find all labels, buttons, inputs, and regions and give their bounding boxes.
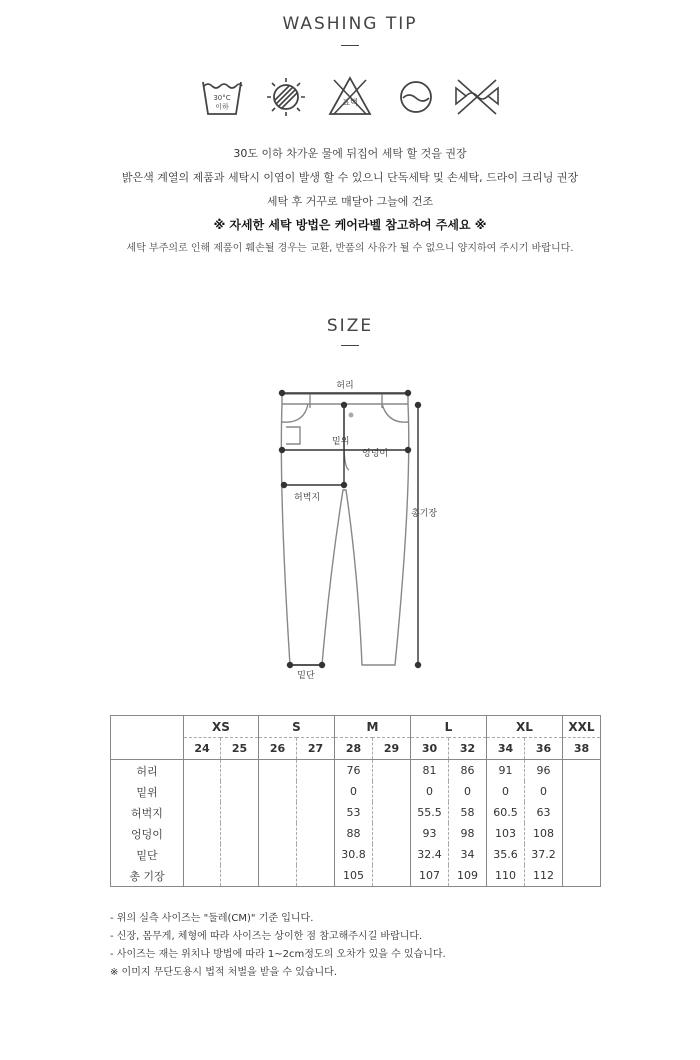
table-cell [259, 760, 297, 782]
row-label: 허리 [111, 760, 184, 782]
table-cell: 81 [411, 760, 449, 782]
size-number: 28 [335, 738, 373, 760]
table-cell: 34 [449, 844, 487, 865]
table-cell [373, 844, 411, 865]
size-number: 26 [259, 738, 297, 760]
size-number: 36 [525, 738, 563, 760]
table-cell [221, 865, 259, 887]
table-cell: 110 [487, 865, 525, 887]
table-cell: 0 [411, 781, 449, 802]
table-cell [373, 865, 411, 887]
bleach-text: 표백 [342, 98, 358, 107]
table-cell: 32.4 [411, 844, 449, 865]
table-cell [563, 781, 601, 802]
table-cell: 86 [449, 760, 487, 782]
no-dry-clean-icon [452, 74, 502, 120]
table-cell [184, 802, 221, 823]
size-group-s: S [259, 716, 335, 738]
table-cell [297, 823, 335, 844]
table-cell [259, 823, 297, 844]
table-cell [563, 844, 601, 865]
size-number: 27 [297, 738, 335, 760]
waist-label: 허리 [336, 381, 354, 391]
table-cell [563, 823, 601, 844]
table-cell [563, 865, 601, 887]
size-title-divider [341, 345, 359, 346]
table-row [111, 844, 601, 865]
table-cell [297, 865, 335, 887]
table-cell [184, 760, 221, 782]
table-cell [259, 802, 297, 823]
table-cell: 88 [335, 823, 373, 844]
table-row [111, 802, 601, 823]
table-cell: 103 [487, 823, 525, 844]
pants-diagram [270, 372, 440, 687]
table-row [111, 781, 601, 802]
table-cell: 55.5 [411, 802, 449, 823]
table-cell: 63 [525, 802, 563, 823]
table-cell [184, 823, 221, 844]
title-divider [341, 45, 359, 46]
corner-cell [111, 716, 184, 760]
size-number-row [111, 738, 601, 760]
size-number: 25 [221, 738, 259, 760]
size-number: 30 [411, 738, 449, 760]
row-label: 밑단 [111, 844, 184, 865]
table-cell [259, 865, 297, 887]
row-label: 허벅지 [111, 802, 184, 823]
table-cell [259, 844, 297, 865]
row-label: 엉덩이 [111, 823, 184, 844]
wash-instruction-1: 30도 이하 차가운 물에 뒤집어 세탁 할 것을 권장 [233, 147, 467, 160]
table-cell: 93 [411, 823, 449, 844]
wash-temp-sub-text: 이하 [215, 103, 229, 111]
table-cell [221, 802, 259, 823]
table-row [111, 823, 601, 844]
size-table [110, 715, 601, 887]
table-cell [373, 781, 411, 802]
table-cell: 91 [487, 760, 525, 782]
wash-warning: 세탁 부주의로 인해 제품이 훼손될 경우는 교환, 반품의 사유가 될 수 없으니 양지하여 주시기 바랍니다. [126, 243, 574, 254]
no-bleach-icon [326, 74, 374, 120]
table-cell [297, 844, 335, 865]
table-cell [259, 781, 297, 802]
size-number: 38 [563, 738, 601, 760]
hip-label: 엉덩이 [362, 449, 389, 459]
note-2: - 신장, 몸무게, 체형에 따라 사이즈는 상이한 점 참고해주시길 바랍니다. [110, 931, 423, 942]
size-group-row [111, 716, 601, 738]
table-cell [297, 781, 335, 802]
note-1: - 위의 실측 사이즈는 "둘레(CM)" 기준 입니다. [110, 913, 314, 924]
thigh-label: 허벅지 [294, 493, 321, 503]
note-3: - 사이즈는 재는 위치나 방법에 따라 1~2cm정도의 오차가 있을 수 있습니다. [110, 949, 446, 960]
wash-instruction-2: 밝은색 계열의 제품과 세탁시 이염이 발생 할 수 있으니 단독세탁 및 손세탁, 드라이 크리닝 권장 [121, 171, 579, 184]
table-cell [184, 844, 221, 865]
hand-wash-icon [392, 74, 440, 120]
table-cell: 96 [525, 760, 563, 782]
size-title: SIZE [326, 316, 374, 336]
table-cell: 109 [449, 865, 487, 887]
table-cell: 107 [411, 865, 449, 887]
table-cell: 0 [449, 781, 487, 802]
table-cell [297, 760, 335, 782]
size-number: 34 [487, 738, 525, 760]
button-icon [349, 413, 354, 418]
table-cell [373, 802, 411, 823]
wash-instruction-3: 세탁 후 거꾸로 매달아 그늘에 건조 [266, 195, 434, 208]
table-cell [563, 760, 601, 782]
wash-30-icon [198, 74, 246, 120]
size-number: 29 [373, 738, 411, 760]
table-cell [297, 802, 335, 823]
table-cell [221, 823, 259, 844]
size-group-l: L [411, 716, 487, 738]
row-label: 밑위 [111, 781, 184, 802]
table-cell: 35.6 [487, 844, 525, 865]
table-cell: 60.5 [487, 802, 525, 823]
size-number: 32 [449, 738, 487, 760]
size-group-xxl: XXL [563, 716, 601, 738]
size-group-xl: XL [487, 716, 563, 738]
table-row [111, 760, 601, 782]
table-cell [373, 760, 411, 782]
table-cell [221, 844, 259, 865]
no-sun-dry-icon [262, 74, 310, 120]
table-cell: 98 [449, 823, 487, 844]
table-cell: 30.8 [335, 844, 373, 865]
care-icons [0, 74, 700, 124]
table-cell [184, 865, 221, 887]
table-cell: 0 [487, 781, 525, 802]
table-cell [221, 781, 259, 802]
rise-label: 밑위 [332, 437, 350, 447]
table-cell: 53 [335, 802, 373, 823]
length-label: 총기장 [411, 509, 438, 519]
table-cell: 58 [449, 802, 487, 823]
row-label: 총 기장 [111, 865, 184, 887]
table-cell: 0 [335, 781, 373, 802]
table-cell [563, 802, 601, 823]
table-cell: 108 [525, 823, 563, 844]
table-cell [221, 760, 259, 782]
table-cell [373, 823, 411, 844]
table-cell [184, 781, 221, 802]
wash-temp-text: 30°C [213, 94, 231, 102]
care-label-notice: ※ 자세한 세탁 방법은 케어라벨 참고하여 주세요 ※ [213, 218, 487, 232]
size-group-xs: XS [184, 716, 259, 738]
size-notes [110, 910, 446, 982]
table-cell: 0 [525, 781, 563, 802]
table-cell: 105 [335, 865, 373, 887]
table-cell: 112 [525, 865, 563, 887]
note-4: ※ 이미지 무단도용시 법적 처벌을 받을 수 있습니다. [110, 967, 338, 978]
size-group-m: M [335, 716, 411, 738]
size-number: 24 [184, 738, 221, 760]
washing-tip-title: WASHING TIP [282, 14, 418, 34]
table-cell: 76 [335, 760, 373, 782]
table-row [111, 865, 601, 887]
table-cell: 37.2 [525, 844, 563, 865]
hem-label: 밑단 [297, 671, 315, 681]
